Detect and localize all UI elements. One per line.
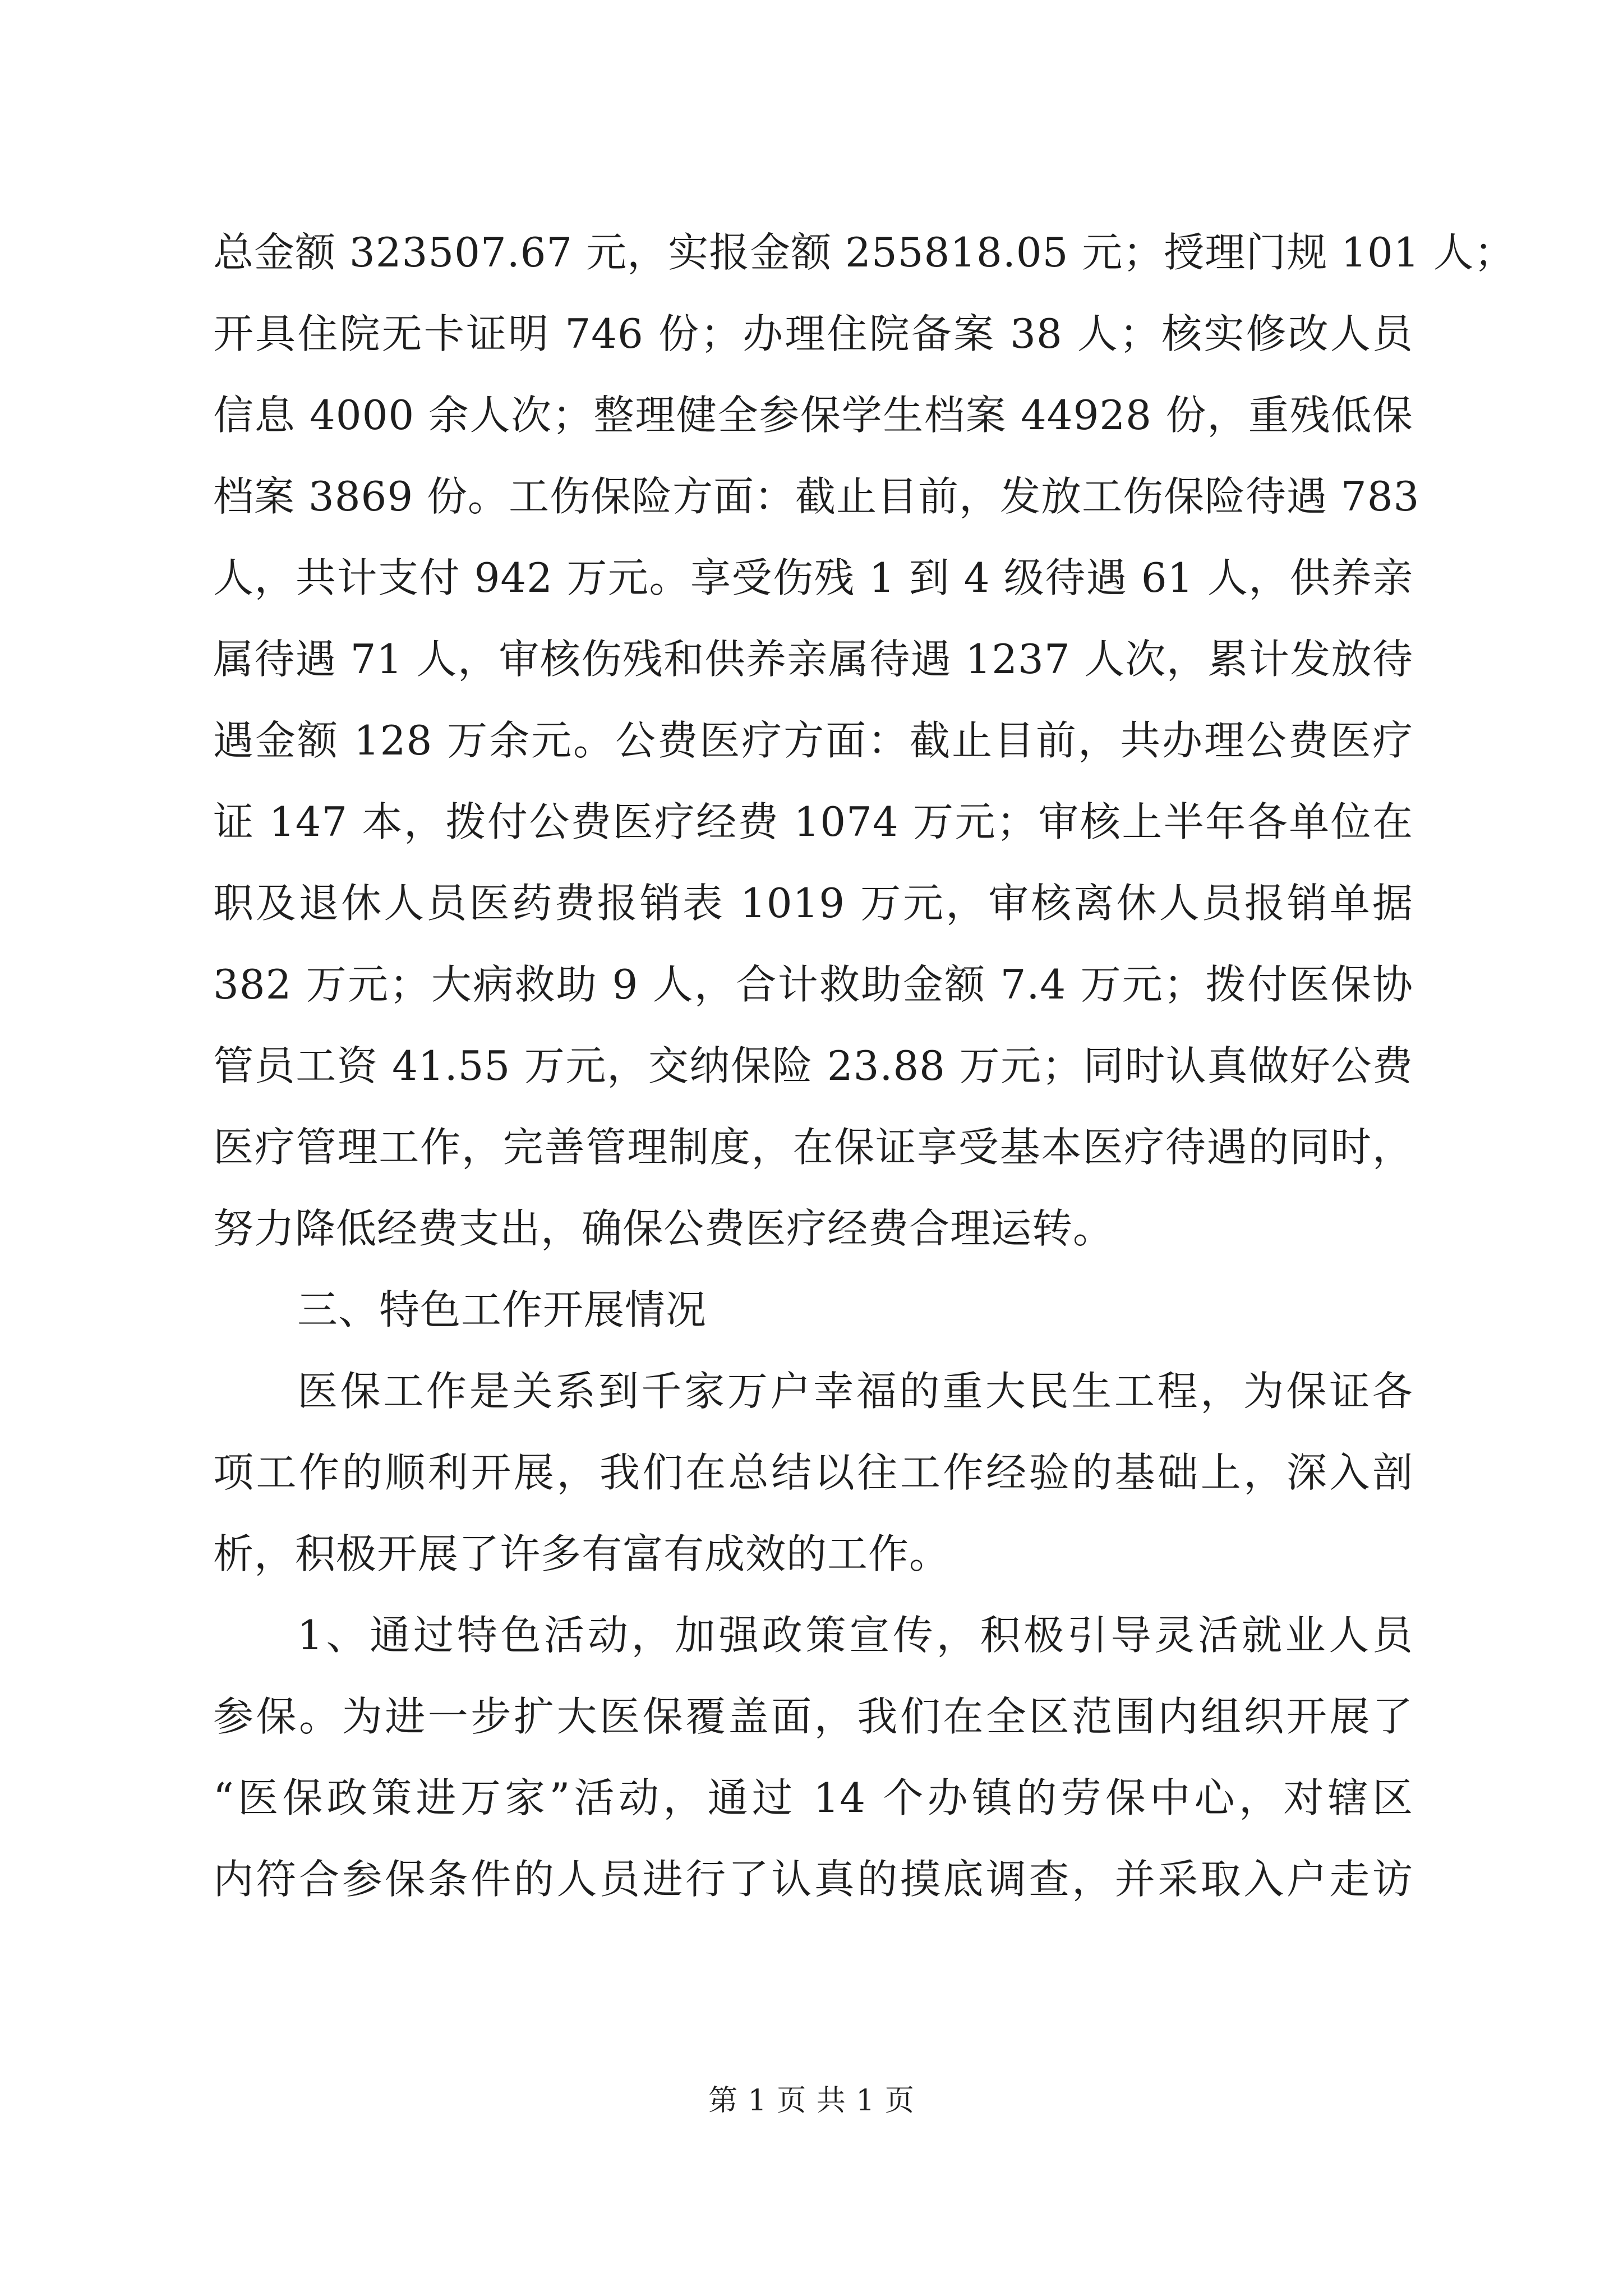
paragraph-1-line-3: 信息 4000 余人次；整理健全参保学生档案 44928 份，重残低保 xyxy=(213,392,1413,439)
paragraph-3-line-3: “医保政策进万家”活动，通过 14 个办镇的劳保中心，对辖区 xyxy=(213,1774,1413,1821)
paragraph-3-line-1: 1、通过特色活动，加强政策宣传，积极引导灵活就业人员 xyxy=(297,1612,1413,1659)
paragraph-1-line-6: 属待遇 71 人，审核伤残和供养亲属待遇 1237 人次，累计发放待 xyxy=(213,636,1413,683)
paragraph-3-line-2: 参保。为进一步扩大医保覆盖面，我们在全区范围内组织开展了 xyxy=(213,1693,1413,1740)
paragraph-1-line-2: 开具住院无卡证明 746 份；办理住院备案 38 人；核实修改人员 xyxy=(213,310,1413,357)
paragraph-2-line-2: 项工作的顺利开展，我们在总结以往工作经验的基础上，深入剖 xyxy=(213,1449,1413,1496)
paragraph-1-line-10: 382 万元；大病救助 9 人，合计救助金额 7.4 万元；拨付医保协 xyxy=(213,961,1413,1008)
paragraph-1-line-9: 职及退休人员医药费报销表 1019 万元，审核离休人员报销单据 xyxy=(213,880,1413,927)
paragraph-1-line-13: 努力降低经费支出，确保公费医疗经费合理运转。 xyxy=(213,1205,1114,1252)
paragraph-1-line-11: 管员工资 41.55 万元，交纳保险 23.88 万元；同时认真做好公费 xyxy=(213,1042,1413,1089)
paragraph-1-line-4: 档案 3869 份。工伤保险方面：截止目前，发放工伤保险待遇 783 xyxy=(213,473,1420,520)
paragraph-2-line-3: 析，积极开展了许多有富有成效的工作。 xyxy=(213,1530,951,1577)
paragraph-1-line-7: 遇金额 128 万余元。公费医疗方面：截止目前，共办理公费医疗 xyxy=(213,717,1413,764)
paragraph-1-line-8: 证 147 本，拨付公费医疗经费 1074 万元；审核上半年各单位在 xyxy=(213,798,1413,845)
paragraph-1-line-5: 人，共计支付 942 万元。享受伤残 1 到 4 级待遇 61 人，供养亲 xyxy=(213,554,1413,601)
paragraph-3-line-4: 内符合参保条件的人员进行了认真的摸底调查，并采取入户走访 xyxy=(213,1856,1413,1903)
paragraph-1-line-1: 总金额 323507.67 元，实报金额 255818.05 元；授理门规 101 人； xyxy=(213,229,1515,276)
section-heading: 三、特色工作开展情况 xyxy=(297,1286,707,1333)
paragraph-2-line-1: 医保工作是关系到千家万户幸福的重大民生工程，为保证各 xyxy=(297,1368,1413,1415)
document-body xyxy=(213,212,1515,1920)
paragraph-1-line-12: 医疗管理工作，完善管理制度，在保证享受基本医疗待遇的同时， xyxy=(213,1124,1413,1171)
page-footer: 第 1 页 共 1 页 xyxy=(708,2084,915,2118)
